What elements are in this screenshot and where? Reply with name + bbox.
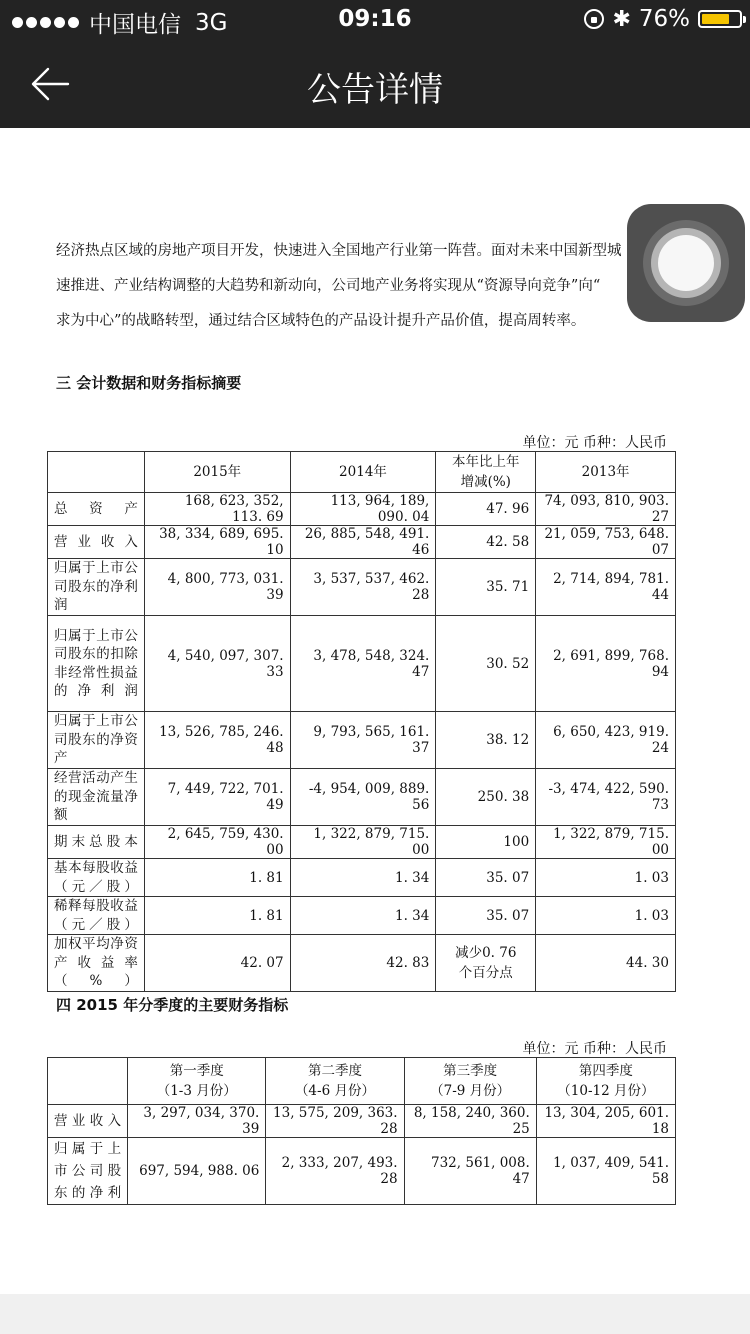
header-cell <box>404 1058 536 1105</box>
table-row <box>48 1105 676 1138</box>
row-label: 总资产 <box>48 493 145 526</box>
cell-change: 250. 38 <box>436 769 536 826</box>
section-3-title: 三 会计数据和财务指标摘要 <box>56 374 242 392</box>
cell-q2: 13, 575, 209, 363. 28 <box>266 1105 404 1138</box>
header-cell <box>48 1058 128 1105</box>
table-row <box>48 616 676 712</box>
table-row <box>48 826 676 859</box>
cell-2014: 3, 478, 548, 324. 47 <box>290 616 436 712</box>
financial-summary-table <box>47 451 676 992</box>
cell-2013: 1, 322, 879, 715. 00 <box>536 826 676 859</box>
quarter-name: 第一季度 <box>169 1063 224 1079</box>
header-cell <box>48 452 145 493</box>
quarter-name: 第三季度 <box>443 1063 498 1079</box>
cell-change: 35. 07 <box>436 897 536 935</box>
table-row <box>48 769 676 826</box>
table-row <box>48 493 676 526</box>
row-label: 期末总股本 <box>48 826 145 859</box>
cell-q1: 3, 297, 034, 370. 39 <box>128 1105 266 1138</box>
cell-2013: 2, 691, 899, 768. 94 <box>536 616 676 712</box>
cell-2014: 113, 964, 189, 090. 04 <box>290 493 436 526</box>
table-row <box>48 897 676 935</box>
row-label: 营业收入 <box>48 526 145 559</box>
table-row <box>48 526 676 559</box>
carrier-name: 中国电信 <box>89 12 181 38</box>
cell-q2: 2, 333, 207, 493. 28 <box>266 1138 404 1205</box>
orientation-lock-icon <box>584 9 604 29</box>
header-cell: 2014年 <box>290 452 436 493</box>
cell-2015: 1. 81 <box>144 897 290 935</box>
quarter-months: （4-6 月份） <box>294 1083 375 1099</box>
cell-change: 100 <box>436 826 536 859</box>
cell-change: 30. 52 <box>436 616 536 712</box>
cell-2013: 6, 650, 423, 919. 24 <box>536 712 676 769</box>
cell-q4: 1, 037, 409, 541. 58 <box>536 1138 675 1205</box>
cell-change: 35. 71 <box>436 559 536 616</box>
cell-2015: 2, 645, 759, 430. 00 <box>144 826 290 859</box>
cell-change: 35. 07 <box>436 859 536 897</box>
header-cell <box>128 1058 266 1105</box>
section-4-title: 四 2015 年分季度的主要财务指标 <box>56 996 289 1014</box>
battery-icon <box>698 10 742 28</box>
header-cell: 本年比上年增减(%) <box>436 452 536 493</box>
battery-percent: 76% <box>638 6 690 32</box>
table-row <box>48 559 676 616</box>
cell-2015: 42. 07 <box>144 935 290 992</box>
quarter-months: （7-9 月份） <box>430 1083 511 1099</box>
quarter-name: 第四季度 <box>578 1063 633 1079</box>
cell-2013: -3, 474, 422, 590. 73 <box>536 769 676 826</box>
quarterly-table <box>47 1057 676 1205</box>
cell-2013: 44. 30 <box>536 935 676 992</box>
quarter-months: （1-3 月份） <box>156 1083 237 1099</box>
cell-2014: 3, 537, 537, 462. 28 <box>290 559 436 616</box>
table-header-row <box>48 1058 676 1105</box>
bottom-page-gap <box>0 1294 750 1334</box>
row-label: 归属于上市公司股东的净利润 <box>48 559 145 616</box>
row-label: 经营活动产生的现金流量净额 <box>48 769 145 826</box>
header-cell <box>536 1058 675 1105</box>
table-header-row <box>48 452 676 493</box>
quarter-name: 第二季度 <box>307 1063 362 1079</box>
cell-2014: -4, 954, 009, 889. 56 <box>290 769 436 826</box>
cell-2015: 7, 449, 722, 701. 49 <box>144 769 290 826</box>
cell-2015: 168, 623, 352, 113. 69 <box>144 493 290 526</box>
cell-2014: 1, 322, 879, 715. 00 <box>290 826 436 859</box>
cell-q4: 13, 304, 205, 601. 18 <box>536 1105 675 1138</box>
cell-change: 38. 12 <box>436 712 536 769</box>
intro-line-2: 速推进、产业结构调整的大趋势和新动向，公司地产业务将实现从“资源导向竞争”向“ <box>56 278 601 294</box>
status-right <box>584 6 742 32</box>
cell-2015: 4, 540, 097, 307. 33 <box>144 616 290 712</box>
assistive-touch-button[interactable] <box>627 204 745 322</box>
cell-change: 减少0. 76个百分点 <box>436 935 536 992</box>
table-row <box>48 935 676 992</box>
intro-line-1: 经济热点区域的房地产项目开发，快速进入全国地产行业第一阵营。面对未来中国新型城 <box>56 243 622 259</box>
cell-2015: 13, 526, 785, 246. 48 <box>144 712 290 769</box>
cell-q3: 8, 158, 240, 360. 25 <box>404 1105 536 1138</box>
section-3-unit: 单位：元 币种：人民币 <box>522 435 667 451</box>
cell-change: 42. 58 <box>436 526 536 559</box>
header-cell: 2013年 <box>536 452 676 493</box>
cell-2015: 4, 800, 773, 031. 39 <box>144 559 290 616</box>
row-label: 归属于上市公司股东的净利 <box>48 1138 128 1205</box>
table-row <box>48 712 676 769</box>
cell-2014: 26, 885, 548, 491. 46 <box>290 526 436 559</box>
cell-2014: 1. 34 <box>290 897 436 935</box>
cell-q1: 697, 594, 988. 06 <box>128 1138 266 1205</box>
cell-change: 47. 96 <box>436 493 536 526</box>
row-label: 稀释每股收益（元／股） <box>48 897 145 935</box>
nav-bar <box>0 40 750 128</box>
cell-2015: 1. 81 <box>144 859 290 897</box>
row-label: 营业收入 <box>48 1105 128 1138</box>
row-label: 加权平均净资产收益率（%） <box>48 935 145 992</box>
status-bar <box>0 0 750 40</box>
cell-2013: 74, 093, 810, 903. 27 <box>536 493 676 526</box>
network-type: 3G <box>195 9 228 36</box>
header-cell <box>266 1058 404 1105</box>
quarter-months: （10-12 月份） <box>557 1083 655 1099</box>
section-4-unit: 单位：元 币种：人民币 <box>522 1041 667 1057</box>
cell-2014: 9, 793, 565, 161. 37 <box>290 712 436 769</box>
cell-2014: 42. 83 <box>290 935 436 992</box>
cell-q3: 732, 561, 008. 47 <box>404 1138 536 1205</box>
table-row <box>48 1138 676 1205</box>
page-title: 公告详情 <box>307 70 443 110</box>
battery-fill <box>702 14 729 24</box>
cell-2013: 1. 03 <box>536 859 676 897</box>
cell-2013: 21, 059, 753, 648. 07 <box>536 526 676 559</box>
cell-2014: 1. 34 <box>290 859 436 897</box>
header-cell: 2015年 <box>144 452 290 493</box>
table-row <box>48 859 676 897</box>
cell-2013: 1. 03 <box>536 897 676 935</box>
bluetooth-icon: ✱ <box>612 6 631 32</box>
status-time: 09:16 <box>338 6 412 32</box>
cell-2013: 2, 714, 894, 781. 44 <box>536 559 676 616</box>
intro-line-3: 求为中心”的战略转型，通过结合区域特色的产品设计提升产品价值，提高周转率。 <box>56 313 586 329</box>
row-label: 归属于上市公司股东的扣除非经常性损益的净利润 <box>48 616 145 712</box>
row-label: 基本每股收益（元／股） <box>48 859 145 897</box>
cell-2015: 38, 334, 689, 695. 10 <box>144 526 290 559</box>
row-label: 归属于上市公司股东的净资产 <box>48 712 145 769</box>
